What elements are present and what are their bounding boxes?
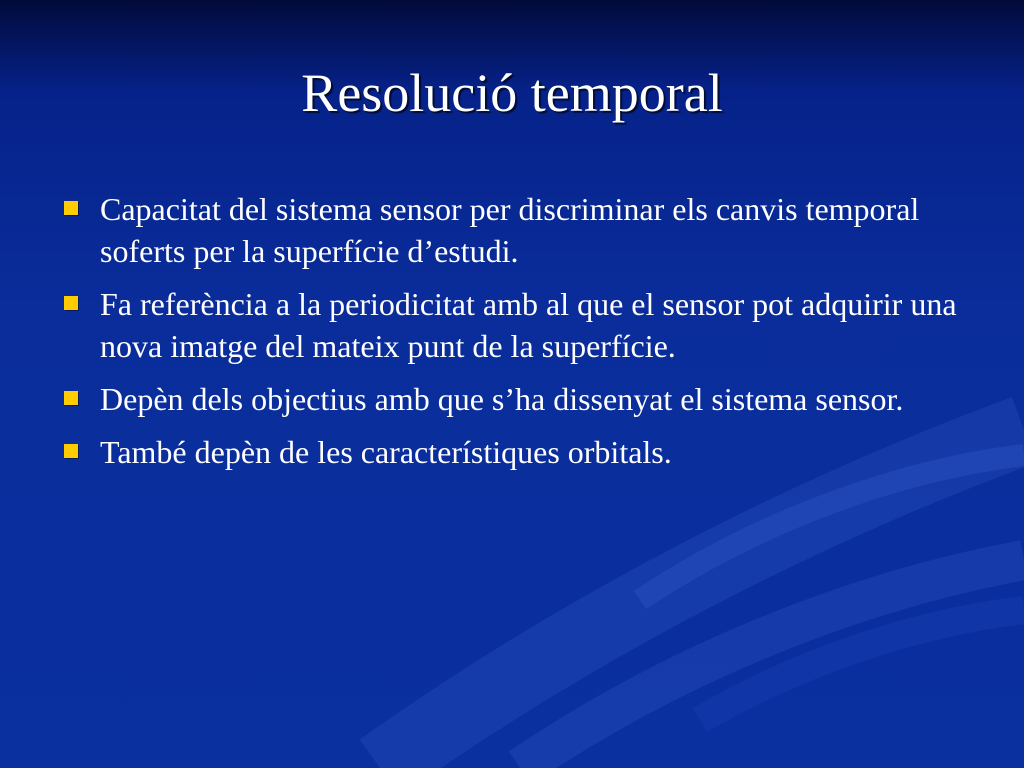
bullet-text: Fa referència a la periodicitat amb al que el sensor pot adquirir una nova imatge del mateix punt de la superfície. — [100, 286, 957, 364]
list-item — [62, 188, 962, 272]
bullet-text: Capacitat del sistema sensor per discriminar els canvis temporal soferts per la superfície d’estudi. — [100, 191, 920, 269]
bullet-list — [62, 188, 962, 484]
square-bullet-icon — [64, 391, 78, 405]
square-bullet-icon — [64, 296, 78, 310]
bullet-text: També depèn de les característiques orbitals. — [100, 434, 672, 470]
slide-title: Resolució temporal — [301, 63, 723, 123]
list-item — [62, 283, 962, 367]
list-item — [62, 378, 962, 420]
bullet-text: Depèn dels objectius amb que s’ha dissenyat el sistema sensor. — [100, 381, 904, 417]
list-item — [62, 431, 962, 473]
square-bullet-icon — [64, 444, 78, 458]
square-bullet-icon — [64, 201, 78, 215]
